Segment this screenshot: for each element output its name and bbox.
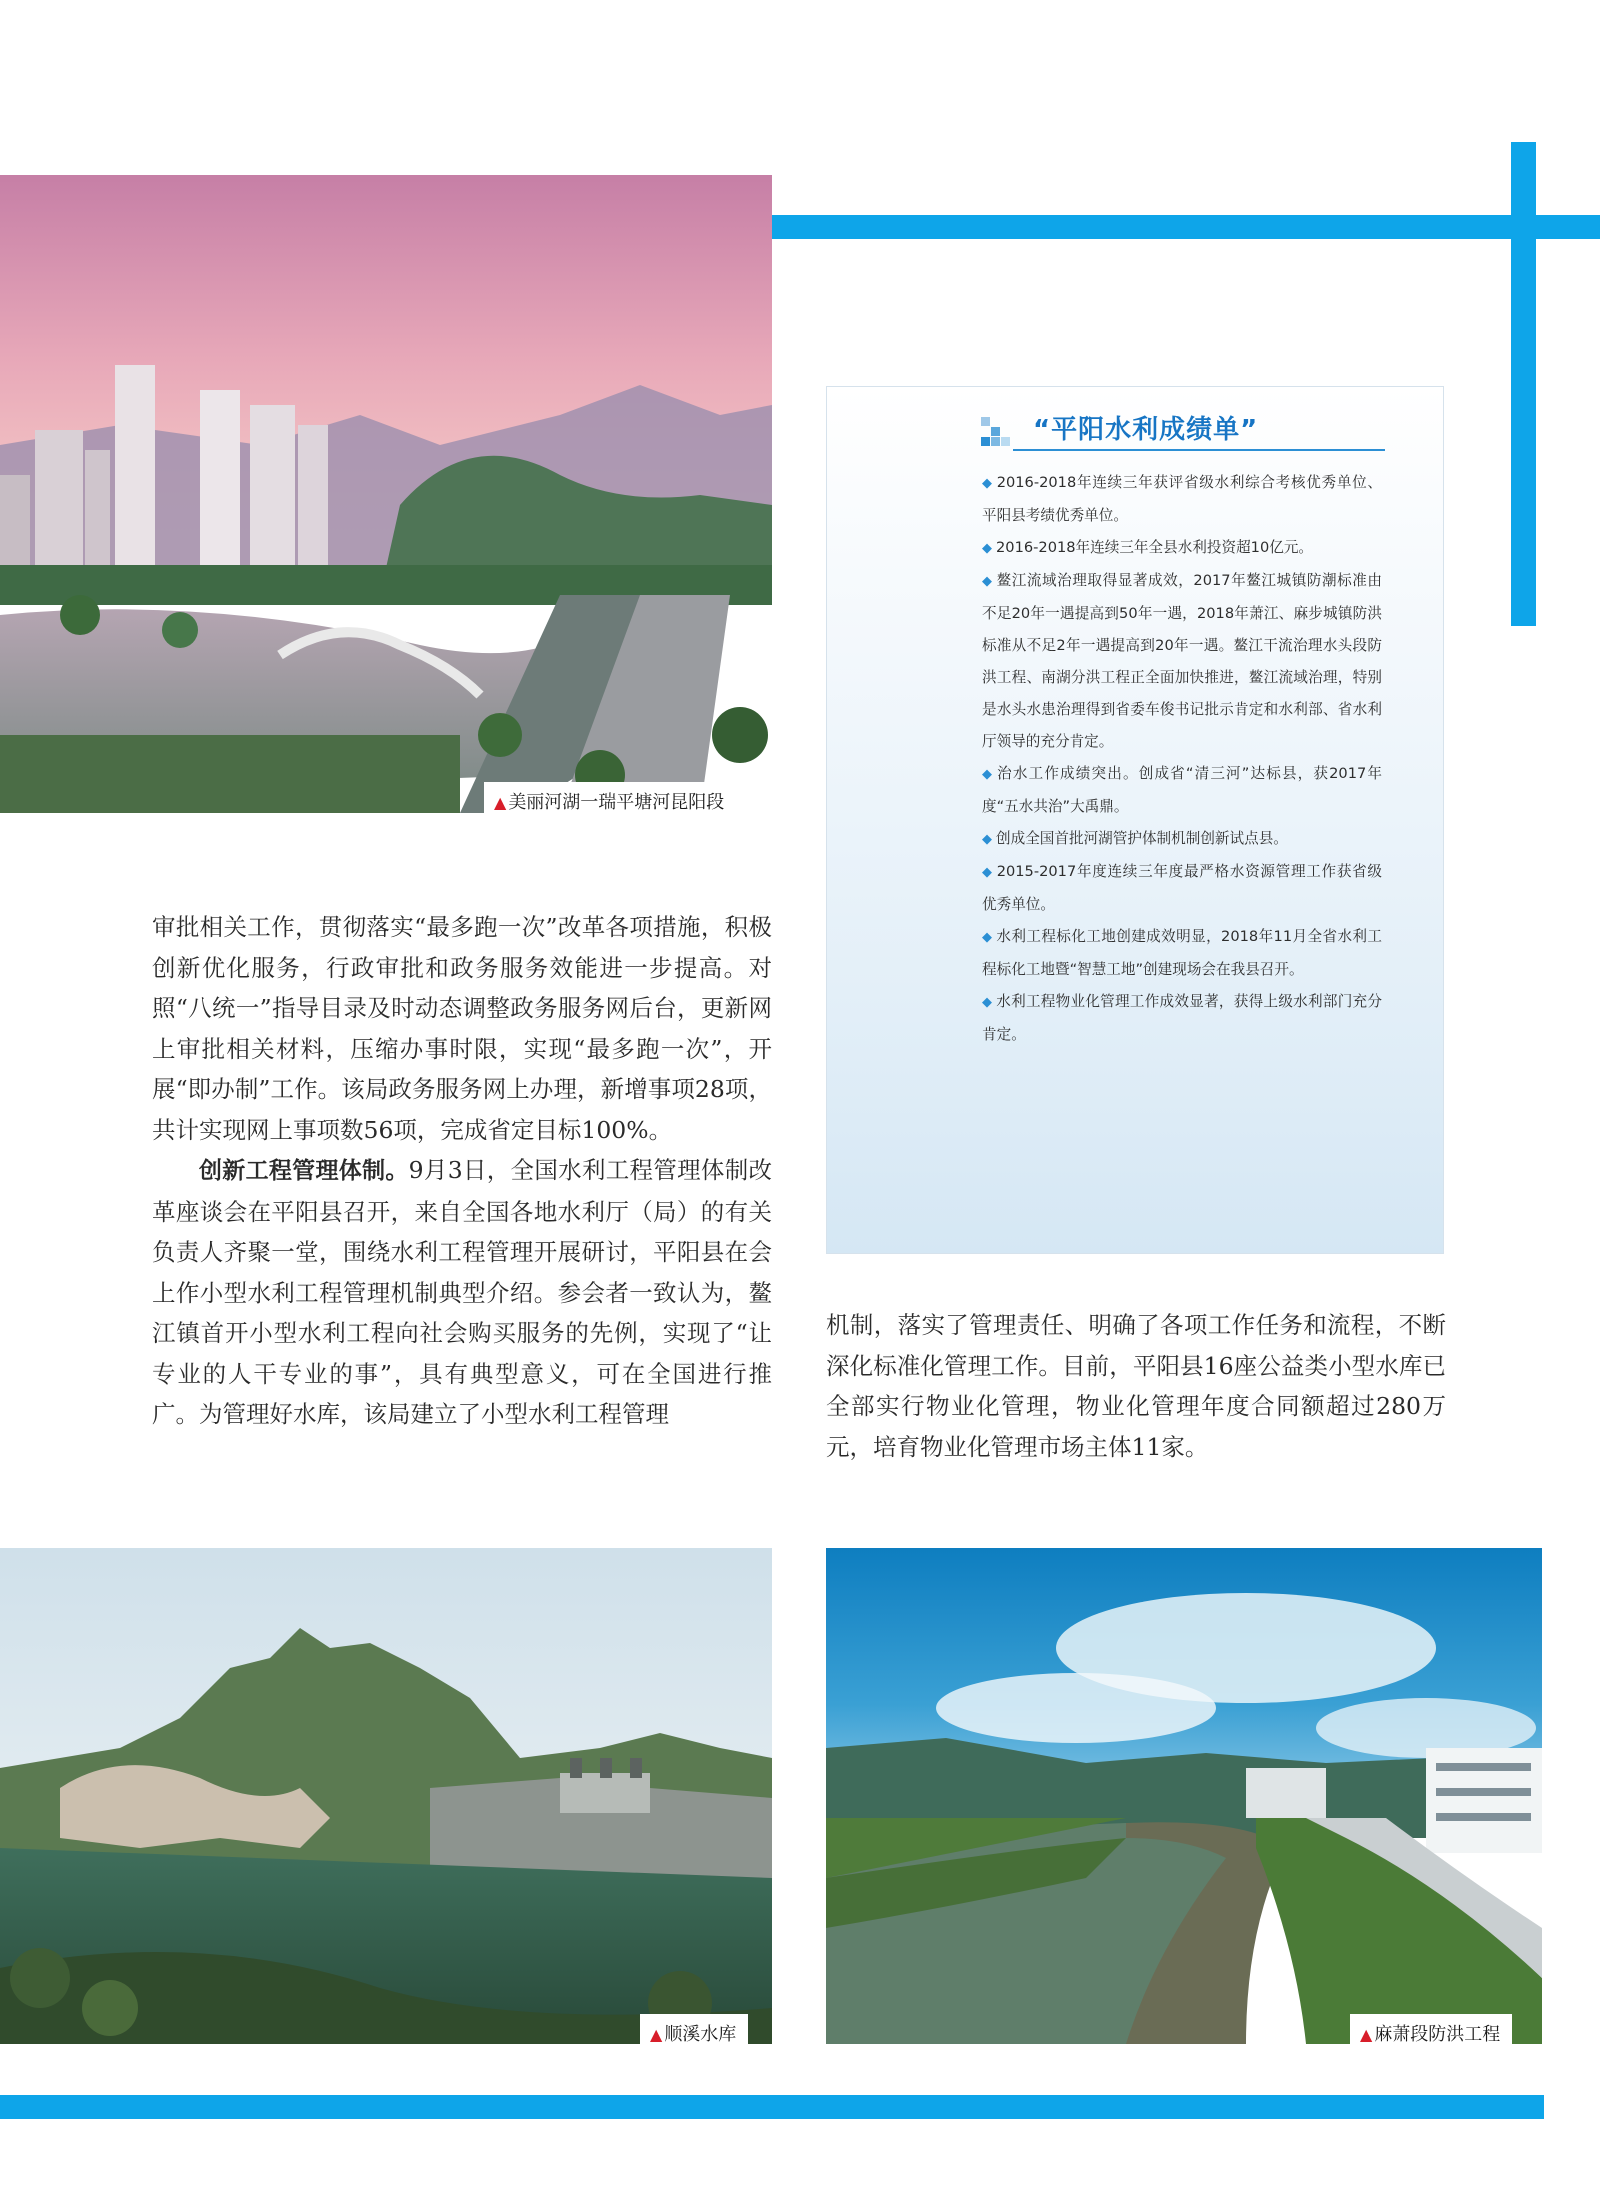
diamond-bullet-icon: ◆ xyxy=(982,476,993,491)
photo-river-city xyxy=(0,175,772,813)
caption-flood-photo xyxy=(1350,2014,1512,2052)
scorecard-item-text: 治水工作成绩突出。创成省“清三河”达标县，获2017年度“五水共治”大禹鼎。 xyxy=(982,765,1383,815)
caption-text: 麻萧段防洪工程 xyxy=(1374,2024,1501,2045)
caption-text: 顺溪水库 xyxy=(664,2024,737,2045)
scorecard-item xyxy=(982,565,1382,758)
bottom-accent-bar xyxy=(0,2095,1544,2119)
scorecard-item-text: 水利工程标化工地创建成效明显，2018年11月全省水利工程标化工地暨“智慧工地”创建现场会在我县召开。 xyxy=(982,928,1382,978)
paragraph-approval: 审批相关工作，贯彻落实“最多跑一次”改革各项措施，积极创新优化服务，行政审批和政务服务效能进一步提高。对照“八统一”指导目录及时动态调整政务服务网后台，更新网上审批相关材料，压缩办事时限，实现“最多跑一次”，开展“即办制”工作。该局政务服务网上办理，新增事项28项，共计实现网上事项数56项，完成省定目标100%。 xyxy=(152,913,772,1144)
photo-flood-control-project xyxy=(826,1548,1542,2044)
scorecard-item xyxy=(982,532,1382,565)
paragraph-continuation: 机制，落实了管理责任、明确了各项工作任务和流程，不断深化标准化管理工作。目前，平阳县16座公益类小型水库已全部实行物业化管理，物业化管理年度合同额超过280万元，培育物业化管理市场主体11家。 xyxy=(826,1311,1446,1461)
section-lead-heading: 创新工程管理体制。 xyxy=(199,1158,409,1184)
article-left-column xyxy=(152,907,772,1435)
diamond-bullet-icon: ◆ xyxy=(982,574,993,589)
scorecard-item xyxy=(982,986,1382,1051)
diamond-bullet-icon: ◆ xyxy=(982,930,993,945)
diamond-bullet-icon: ◆ xyxy=(982,995,993,1010)
caption-text: 美丽河湖一瑞平塘河昆阳段 xyxy=(508,792,725,813)
diamond-bullet-icon: ◆ xyxy=(982,832,992,847)
scorecard-item xyxy=(982,758,1382,823)
scorecard-item-text: 2015-2017年度连续三年度最严格水资源管理工作获省级优秀单位。 xyxy=(982,863,1382,913)
scorecard-item xyxy=(982,467,1382,532)
diamond-bullet-icon: ◆ xyxy=(982,541,992,556)
triangle-marker-icon: ▲ xyxy=(1360,2025,1373,2044)
photo-shunxi-reservoir xyxy=(0,1548,772,2044)
diamond-bullet-icon: ◆ xyxy=(982,767,994,782)
right-accent-bar xyxy=(1511,142,1536,626)
scorecard-item xyxy=(982,856,1382,921)
scorecard-item xyxy=(982,921,1382,986)
scorecard-item-text: 2016-2018年连续三年获评省级水利综合考核优秀单位、平阳县考绩优秀单位。 xyxy=(982,474,1382,524)
scorecard-item-text: 鳌江流域治理取得显著成效，2017年鳌江城镇防潮标准由不足20年一遇提高到50年一遇，2018年萧江、麻步城镇防洪标准从不足2年一遇提高到20年一遇。鳌江干流治理水头段防洪工程、南湖分洪工程正全面加快推进，鳌江流域治理，特别是水头水患治理得到省委车俊书记批示肯定和水利部、省水利厅领导的充分肯定。 xyxy=(982,572,1382,750)
top-accent-bar xyxy=(772,215,1600,239)
title-underline xyxy=(1013,449,1385,451)
caption-reservoir-photo xyxy=(640,2014,748,2052)
article-right-column xyxy=(826,1305,1446,1467)
triangle-marker-icon: ▲ xyxy=(650,2025,663,2044)
scorecard-item xyxy=(982,823,1382,856)
scorecard-item-text: 创成全国首批河湖管护体制机制创新试点县。 xyxy=(996,830,1288,847)
diamond-bullet-icon: ◆ xyxy=(982,865,993,880)
scorecard-box xyxy=(826,386,1444,1254)
scorecard-list xyxy=(982,467,1382,1051)
decorative-squares-icon xyxy=(981,417,1041,457)
paragraph-body: 9月3日，全国水利工程管理体制改革座谈会在平阳县召开，来自全国各地水利厅（局）的有关负责人齐聚一堂，围绕水利工程管理开展研讨，平阳县在会上作小型水利工程管理机制典型介绍。参会者一致认为，鳌江镇首开小型水利工程向社会购买服务的先例，实现了“让专业的人干专业的事”，具有典型意义，可在全国进行推广。为管理好水库，该局建立了小型水利工程管理 xyxy=(152,1156,773,1428)
triangle-marker-icon: ▲ xyxy=(494,793,507,812)
caption-river-photo xyxy=(484,782,736,820)
paragraph-engineering-management xyxy=(152,1150,772,1435)
scorecard-item-text: 2016-2018年连续三年全县水利投资超10亿元。 xyxy=(996,539,1314,556)
scorecard-item-text: 水利工程物业化管理工作成效显著，获得上级水利部门充分肯定。 xyxy=(982,993,1382,1043)
scorecard-title: “平阳水利成绩单” xyxy=(1033,415,1259,445)
